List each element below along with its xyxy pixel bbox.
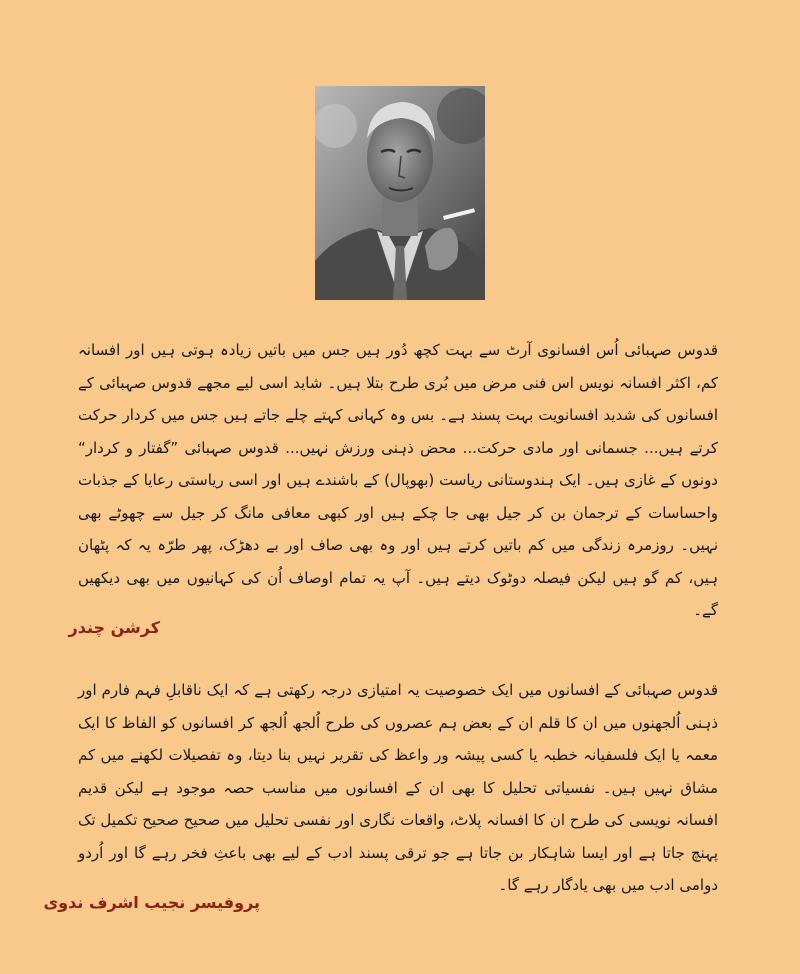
quote-paragraph-1: قدوس صہبائی اُس افسانوی آرٹ سے بہت کچھ دُور ہیں جس میں باتیں زیادہ ہوتی ہیں اور افسانہ کم، اکثر افسانہ نویس اس فنی مرض میں بُری طرح بتلا ہیں۔ شاید اسی لیے مجھے قدوس صہبائی کے افسانوں کی شدید افسانویت بہت پسند ہے۔ بس وہ کہانی کہتے چلے جاتے ہیں جس میں کردار حرکت کرتے ہیں... جسمانی اور مادی حرکت... محض ذہنی ورزش نہیں... قدوس صہبائی ”گفتار و کردار“ دونوں کے غازی ہیں۔ ایک ہندوستانی ریاست (بھوپال) کے باشندے ہیں اور اسی ریاستی رعایا کے جذبات واحساسات کے ترجمان بن کر جیل بھی جا چکے ہیں اور کبھی معافی مانگ کر جیل سے چھوٹے بھی نہیں۔ روزمرہ زندگی میں کم باتیں کرتے ہیں اور وہ بھی صاف اور بے دھڑک، پھر طرّہ یہ کہ پٹھان ہیں، کم گو ہیں لیکن فیصلہ دوٹوک دیتے ہیں۔ آپ یہ تمام اوصاف اُن کی کہانیوں میں بھی دیکھیں گے۔ (78, 341, 718, 619)
quote-author-2: پروفیسر نجیب اشرف ندوی (43, 893, 260, 912)
quote-paragraph-2: قدوس صہبائی کے افسانوں میں ایک خصوصیت یہ امتیازی درجہ رکھتی ہے کہ ایک ناقابلِ فہم فارم اور ذہنی اُلجھنوں میں ان کا قلم ان کے بعض ہم عصروں کی طرح اُلجھ اُلجھ کر افسانوں کو الفاظ کا ایک معمہ یا ایک فلسفیانہ خطبہ یا کسی پیشہ ور واعظ کی تقریر نہیں بنا دیتا، وہ تفصیلات لکھنے میں کم مشاق نہیں ہیں۔ نفسیاتی تحلیل کا بھی ان کے افسانوں میں مناسب حصہ موجود ہے لیکن قدیم افسانہ نویسی کی طرح ان کا افسانہ پلاٹ، واقعات نگاری اور نفسی تحلیل میں صحیح صحیح تکمیل تک پہنچ جاتا ہے اور ایسا شاہکار بن جاتا ہے جو ترقی پسند ادب کے لیے بھی باعثِ فخر رہے گا اور اُردو دوامی ادب میں بھی یادگار رہے گا۔ (78, 681, 718, 894)
author-portrait-icon (315, 86, 485, 300)
author-portrait (315, 86, 485, 300)
quote-author-1: کرشن چندر (68, 618, 160, 637)
